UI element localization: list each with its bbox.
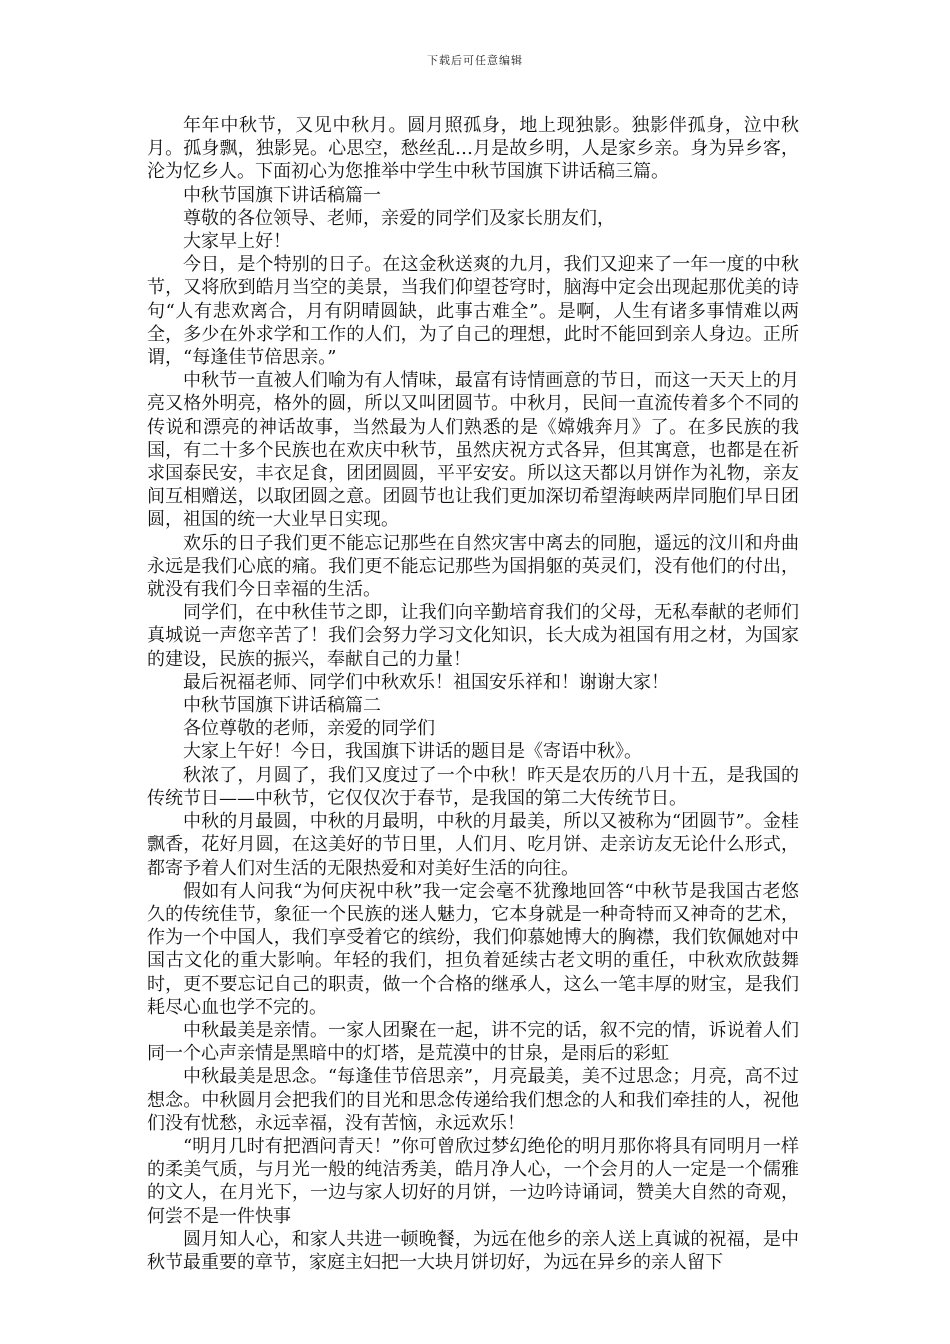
intro-paragraph: 年年中秋节，又见中秋月。圆月照孤身，地上现独影。独影伴孤身，泣中秋月。孤身飘，独影晃。心思空，愁丝乱…月是故乡明，人是家乡亲。身为异乡客，沦为忆乡人。下面初心为您推举中学生中秋节国旗下讲话稿三篇。 xyxy=(147,115,799,183)
section-heading-2: 中秋节国旗下讲话稿篇二 xyxy=(183,695,381,717)
greeting-2: 大家上午好！今日，我国旗下讲话的题目是《寄语中秋》。 xyxy=(183,741,642,763)
body-paragraph: 秋浓了，月圆了，我们又度过了一个中秋！昨天是农历的八月十五，是我国的传统节日——中秋节，它仅仅次于春节，是我国的第二大传统节日。 xyxy=(147,764,799,809)
closing-paragraph-1: 最后祝福老师、同学们中秋欢乐！祖国安乐祥和！谢谢大家！ xyxy=(183,671,669,693)
body-paragraph: 同学们，在中秋佳节之即，让我们向辛勤培育我们的父母，无私奉献的老师们真城说一声您辛苦了！我们会努力学习文化知识，长大成为祖国有用之材，为国家的建设，民族的振兴，奉献自己的力量！ xyxy=(147,602,799,670)
header-note: 下载后可任意编辑 xyxy=(427,54,523,67)
body-paragraph: 中秋最美是亲情。一家人团聚在一起，讲不完的话，叙不完的情，诉说着人们同一个心声亲情是黑暗中的灯塔，是荒漠中的甘泉，是雨后的彩虹 xyxy=(147,1019,799,1065)
body-paragraph: 假如有人问我“为何庆祝中秋”我一定会毫不犹豫地回答“中秋节是我国古老悠久的传统佳节，象征一个民族的迷人魅力，它本身就是一种奇特而又神奇的艺术，作为一个中国人，我们享受着它的缤纷，我们仰慕她博大的胸襟，我们钦佩她对中国古文化的重大影响。年轻的我们，担负着延续古老文明的重任，中秋欢欣鼓舞时，更不要忘记自己的职责，做一个合格的继承人，这么一笔丰厚的财宝，是我们耗尽心血也学不完的。 xyxy=(147,880,799,1018)
body-paragraph: 今日，是个特别的日子。在这金秋送爽的九月，我们又迎来了一年一度的中秋节，又将欣到皓月当空的美景，当我们仰望苍穹时，脑海中定会出现起那优美的诗句“人有悲欢离合，月有阴晴圆缺，此事古难全”。是啊，人生有诸多事情难以两全，多少在外求学和工作的人们，为了自己的理想，此时不能回到亲人身边。正所谓，“每逢佳节倍思亲。” xyxy=(147,254,799,369)
body-paragraph: 中秋最美是思念。“每逢佳节倍思亲”，月亮最美，美不过思念；月亮，高不过想念。中秋圆月会把我们的目光和思念传递给我们想念的人和我们牵挂的人，祝他们没有忧愁，永远幸福，没有苦恼，永远欢乐！ xyxy=(147,1066,799,1134)
body-paragraph: 欢乐的日子我们更不能忘记那些在自然灾害中离去的同胞，遥远的汶川和舟曲永远是我们心底的痛。我们更不能忘记那些为国捐躯的英灵们，没有他们的付出，就没有我们今日幸福的生活。 xyxy=(147,532,799,601)
body-paragraph: “明月几时有把酒问青天！”你可曾欣过梦幻绝伦的明月那你将具有同明月一样的柔美气质，与月光一般的纯洁秀美，皓月净人心，一个会月的人一定是一个儒雅的文人，在月光下，一边与家人切好的月饼，一边吟诗诵词，赞美大自然的奇观，何尝不是一件快事 xyxy=(147,1135,799,1227)
salutation-1: 尊敬的各位领导、老师，亲爱的同学们及家长朋友们， xyxy=(183,207,615,229)
document-body xyxy=(147,114,799,1274)
body-paragraph: 圆月知人心，和家人共进一顿晚餐，为远在他乡的亲人送上真诚的祝福，是中秋节最重要的章节，家庭主妇把一大块月饼切好，为远在异乡的亲人留下 xyxy=(147,1228,799,1273)
greeting-1: 大家早上好！ xyxy=(183,231,291,253)
body-paragraph: 中秋的月最圆，中秋的月最明，中秋的月最美，所以又被称为“团圆节”。金桂飘香，花好月圆，在这美好的节日里，人们月、吃月饼、走亲访友无论什么形式，都寄予着人们对生活的无限热爱和对美好生活的向往。 xyxy=(147,811,799,879)
salutation-2: 各位尊敬的老师，亲爱的同学们 xyxy=(183,718,435,740)
section-heading-1: 中秋节国旗下讲话稿篇一 xyxy=(183,184,381,206)
body-paragraph: 中秋节一直被人们喻为有人情味，最富有诗情画意的节日，而这一天天上的月亮又格外明亮，格外的圆，所以又叫团圆节。中秋月，民间一直流传着多个不同的传说和漂亮的神话故事，当然最为人们熟悉的是《嫦娥奔月》了。在多民族的我国，有二十多个民族也在欢庆中秋节，虽然庆祝方式各异，但其寓意，也都是在祈求国泰民安，丰衣足食，团团圆圆，平平安安。所以这天都以月饼作为礼物，亲友间互相赠送，以取团圆之意。团圆节也让我们更加深切希望海峡两岸同胞们早日团圆，祖国的统一大业早日实现。 xyxy=(147,370,799,531)
